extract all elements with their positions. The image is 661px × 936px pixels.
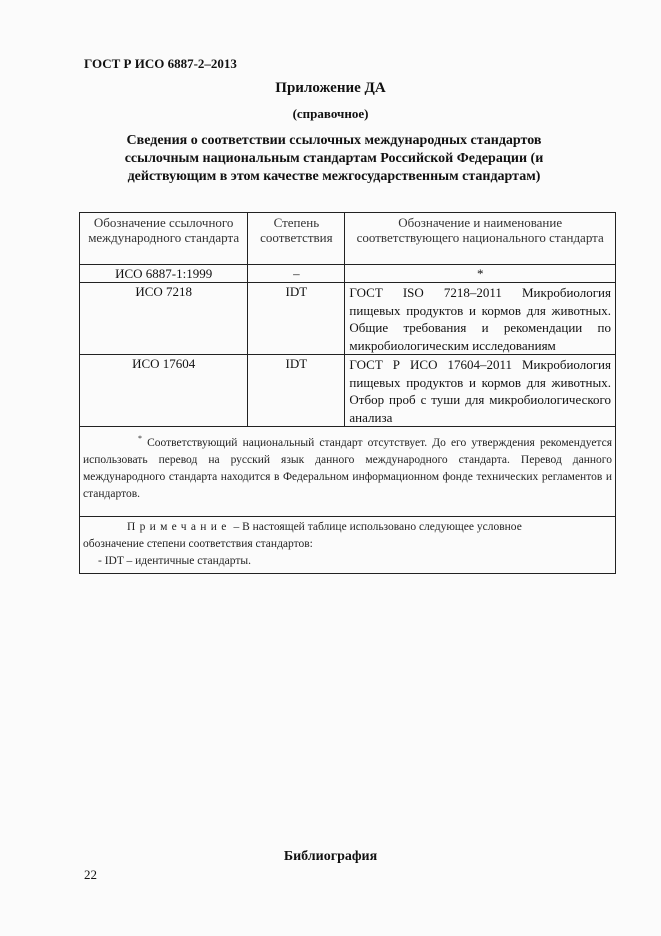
cell-reference: ИСО 6887-1:1999 <box>80 265 248 283</box>
header-national-standard: Обозначение и наименование соответствующего национального стандарта <box>345 213 616 265</box>
cell-degree: IDT <box>248 355 345 427</box>
cell-degree: – <box>248 265 345 283</box>
cell-national: ГОСТ Р ИСО 17604–2011 Микробиология пищевых продуктов и кормов для животных. Отбор проб с туши для микробиологического анализа <box>345 355 616 427</box>
document-standard-code: ГОСТ Р ИСО 6887-2–2013 <box>84 56 237 71</box>
footnote-mark: * <box>138 434 142 443</box>
footnote-text: Соответствующий национальный стандарт отсутствует. До его утверждения рекомендуется использовать перевод на русский язык данного международного стандарта. Перевод данного международного стандарта находится в Федеральном информационном фонде технических регламентов и стандартов. <box>83 436 612 500</box>
table-caption-line: действующим в этом качестве межгосударственным стандартам) <box>127 169 541 184</box>
table-caption-line: Сведения о соответствии ссылочных международных стандартов <box>126 133 542 148</box>
header-degree-of-correspondence: Степень соответствия <box>248 213 345 265</box>
note-text: – В настоящей таблице использовано следующее условное <box>230 520 522 533</box>
header-reference-standard: Обозначение ссылочного международного стандарта <box>80 213 248 265</box>
table-note-row <box>80 516 616 573</box>
table-footnote <box>80 427 616 517</box>
cell-national: ГОСТ ISO 7218–2011 Микробиология пищевых продуктов и кормов для животных. Общие требования и рекомендации по микробиологическим исследованиям <box>345 283 616 355</box>
cell-national: * <box>345 265 616 283</box>
page-number: 22 <box>84 867 97 882</box>
cell-reference: ИСО 17604 <box>80 355 248 427</box>
table-caption <box>84 132 584 186</box>
table-footnote-row <box>80 427 616 517</box>
table-caption-line: ссылочным национальным стандартам Российской Федерации (и <box>124 151 544 166</box>
appendix-subtitle: (справочное) <box>292 106 369 121</box>
table-row <box>80 265 616 283</box>
table-row <box>80 355 616 427</box>
cell-reference: ИСО 7218 <box>80 283 248 355</box>
bibliography-title: Библиография <box>283 849 378 864</box>
table-header-row <box>80 213 616 265</box>
note-text-continued: обозначение степени соответствия стандартов: <box>83 537 313 550</box>
footnote-paragraph <box>83 430 612 503</box>
note-label: Примечание <box>127 520 231 533</box>
correspondence-table <box>79 212 616 574</box>
note-list-item: - IDT – идентичные стандарты. <box>98 554 251 567</box>
table-row <box>80 283 616 355</box>
cell-degree: IDT <box>248 283 345 355</box>
appendix-title: Приложение ДА <box>275 80 386 96</box>
table-note <box>80 516 616 573</box>
